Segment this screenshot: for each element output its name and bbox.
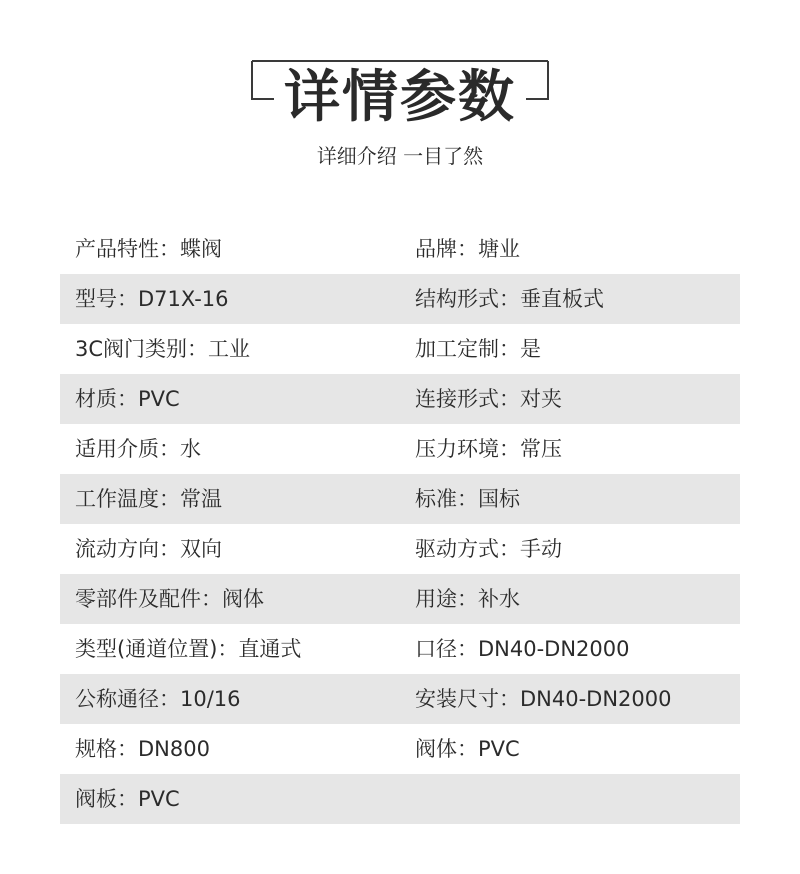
spec-left: 零部件及配件：阀体 xyxy=(75,587,264,611)
spec-left: 材质：PVC xyxy=(75,387,180,411)
spec-row xyxy=(60,474,740,524)
spec-left: 阀板：PVC xyxy=(75,787,180,811)
spec-left: 工作温度：常温 xyxy=(75,487,222,511)
spec-right: 品牌：塘业 xyxy=(415,237,520,261)
spec-table xyxy=(60,224,740,824)
spec-row xyxy=(60,574,740,624)
spec-row xyxy=(60,324,740,374)
spec-right: 安装尺寸：DN40-DN2000 xyxy=(415,687,672,711)
spec-right: 口径：DN40-DN2000 xyxy=(415,637,630,661)
title-section xyxy=(0,0,800,200)
spec-row xyxy=(60,774,740,824)
spec-left: 规格：DN800 xyxy=(75,737,210,761)
spec-right: 加工定制：是 xyxy=(415,337,541,361)
spec-left: 适用介质：水 xyxy=(75,437,201,461)
spec-right: 用途：补水 xyxy=(415,587,520,611)
spec-right: 连接形式：对夹 xyxy=(415,387,562,411)
spec-row xyxy=(60,374,740,424)
spec-left: 流动方向：双向 xyxy=(75,537,222,561)
spec-right: 压力环境：常压 xyxy=(415,437,562,461)
spec-left: 公称通径：10/16 xyxy=(75,687,241,711)
spec-row xyxy=(60,624,740,674)
spec-row xyxy=(60,424,740,474)
page-subtitle: 详细介绍 一目了然 xyxy=(316,144,484,168)
spec-left: 3C阀门类别：工业 xyxy=(75,337,251,361)
spec-right: 阀体：PVC xyxy=(415,737,520,761)
spec-row xyxy=(60,674,740,724)
page-title: 详情参数 xyxy=(284,65,516,130)
spec-right: 结构形式：垂直板式 xyxy=(415,287,604,311)
spec-row xyxy=(60,524,740,574)
spec-right: 标准：国标 xyxy=(415,487,520,511)
spec-left: 型号：D71X-16 xyxy=(75,287,229,311)
spec-left: 产品特性：蝶阀 xyxy=(75,237,222,261)
spec-row xyxy=(60,224,740,274)
spec-row xyxy=(60,724,740,774)
spec-right: 驱动方式：手动 xyxy=(415,537,562,561)
spec-left: 类型(通道位置)：直通式 xyxy=(75,637,302,661)
spec-row xyxy=(60,274,740,324)
